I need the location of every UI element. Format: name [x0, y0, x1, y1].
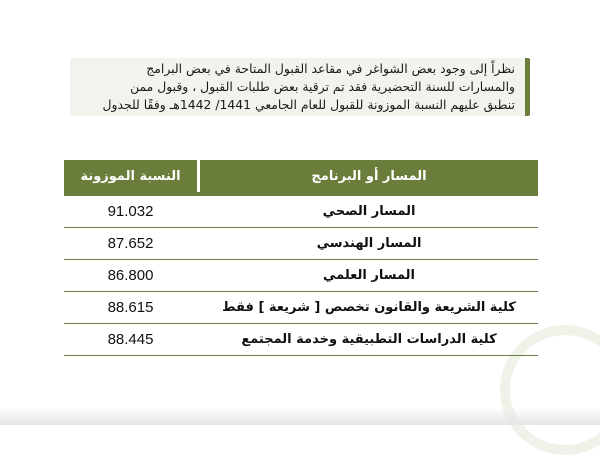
intro-line: نظراً إلى وجود بعض الشواغر في مقاعد القبول المتاحة في بعض البرامج: [146, 61, 515, 76]
table-row: [64, 259, 538, 291]
row-program: المسار العلمي: [322, 268, 416, 283]
admission-table: [64, 160, 538, 356]
table-row: [64, 192, 538, 227]
row-score: 88.615: [107, 299, 154, 316]
row-program: المسار الصحي: [322, 204, 416, 219]
header-score: النسبة الموزونة: [64, 160, 197, 192]
row-score: 91.032: [107, 203, 154, 220]
table-row: [64, 323, 538, 355]
table-header: [64, 160, 538, 192]
row-program: كلية الدراسات التطبيقية وخدمة المجتمع: [241, 332, 497, 347]
intro-line: والمسارات للسنة التحضيرية فقد تم ترقية بعض طلبات القبول ، وقبول ممن: [130, 79, 515, 94]
table-body: [64, 192, 538, 356]
table-row: [64, 291, 538, 323]
table-row: [64, 227, 538, 259]
row-score: 86.800: [107, 267, 154, 284]
row-program: كلية الشريعة والقانون تخصص [ شريعة ] فقط: [222, 300, 516, 315]
intro-line: تنطبق عليهم النسبة الموزونة للقبول للعام الجامعي 1441/ 1442هـ وفقًا للجدول: [102, 97, 515, 112]
row-score: 87.652: [107, 235, 154, 252]
bottom-edge-shadow: [0, 407, 600, 425]
row-score: 88.445: [107, 331, 154, 348]
row-program: المسار الهندسي: [316, 236, 422, 251]
header-program: المسار أو البرنامج: [200, 160, 538, 192]
intro-note: [70, 58, 530, 116]
